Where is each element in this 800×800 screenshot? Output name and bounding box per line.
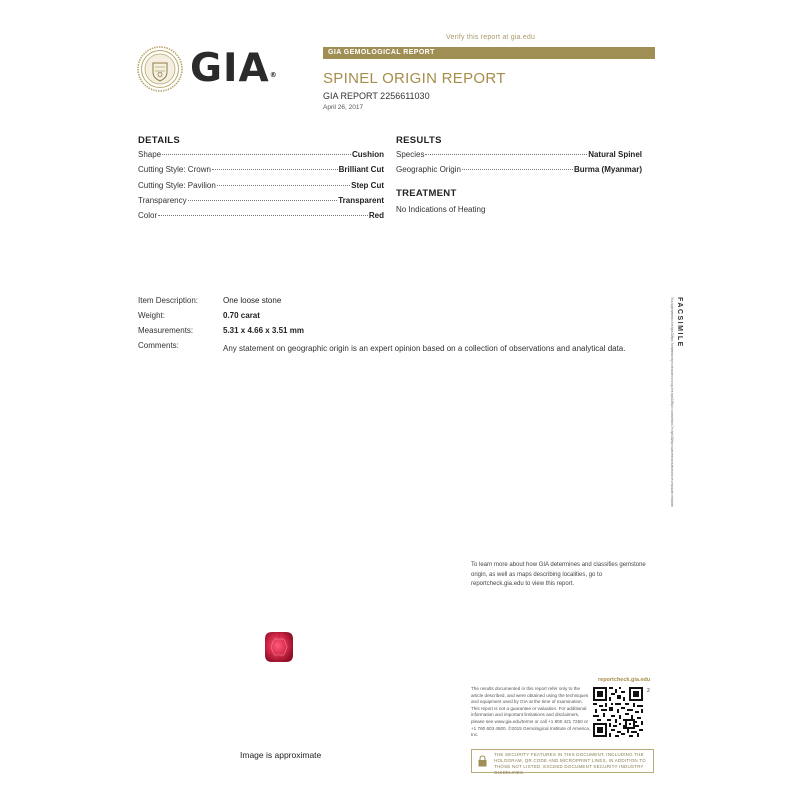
verify-link[interactable]: Verify this report at gia.edu [446,34,536,41]
image-caption: Image is approximate [240,750,322,760]
security-text: THE SECURITY FEATURES IN THIS DOCUMENT, INCLUDING THE HOLOGRAM, QR CODE AND MICROPRINT LINES, IN ADDITION TO THOSE NOT LISTED, EXCEED DOCUMENT SECURITY INDUSTRY GUIDELINES. [494,752,646,775]
gia-wordmark: GIA® [190,46,277,91]
treatment-heading: TREATMENT [396,188,457,199]
weight-label: Weight: [138,311,165,320]
details-row-crown: Cutting Style: Crown Brilliant Cut [138,165,384,175]
results-row-origin: Geographic Origin Burma (Myanmar) [396,165,642,175]
security-box [471,749,654,773]
results-heading: RESULTS [396,135,442,146]
learn-more-text: To learn more about how GIA determines and classifies gemstone origin, as well as maps describing localities, go to reportcheck.gia.edu to view this report. [471,562,646,587]
gia-logo [137,46,287,92]
details-row-shape: Shape Cushion [138,150,384,159]
gia-seal-icon [137,46,183,92]
reportcheck-link[interactable]: reportcheck.gia.edu [598,677,651,683]
svg-text:FACSIMILE: FACSIMILE [676,297,683,348]
details-row-transparency: Transparency Transparent [138,195,384,205]
item-description-value: One loose stone [223,296,282,305]
weight-value: 0.70 carat [223,311,260,320]
report-title: SPINEL ORIGIN REPORT [323,70,506,87]
facsimile-vertical-text [658,295,684,510]
details-row-pavilion: Cutting Style: Pavilion Step Cut [138,180,384,190]
report-date: April 26, 2017 [323,104,364,111]
details-row-color: Color Red [138,211,384,221]
report-banner: GIA GEMOLOGICAL REPORT [323,47,655,59]
gemstone-image [264,631,294,663]
measurements-label: Measurements: [138,326,194,335]
facsimile-note [658,295,684,510]
measurements-value: 5.31 x 4.66 x 3.51 mm [223,326,304,335]
details-section [138,150,384,226]
qr-number: 2 [647,688,650,694]
fine-print: The results documented in this report refer only to the article described, and were obtained using the techniques and equipment used by GIA at the time of examination. This report is not a guarantee or valuation. For additional information and important limitations and disclaimers, please see www.gia.edu/terms or call +1 800 421 7250 or +1 760 603 4500. ©2015 Gemological Institute of America, Inc. [471,686,591,738]
report-number: GIA REPORT 2256611030 [323,91,430,101]
lock-icon [478,755,487,767]
details-heading: DETAILS [138,135,181,146]
treatment-value: No Indications of Heating [396,205,486,214]
qr-code-icon[interactable] [593,687,643,737]
results-section [396,150,642,181]
comments-value: Any statement on geographic origin is an expert opinion based on a collection of observations and analytical data. [223,344,626,353]
item-description-label: Item Description: [138,296,199,305]
comments-label: Comments: [138,341,179,350]
results-row-species: Species Natural Spinel [396,150,642,159]
facsimile-text: This is a digital representation of the original GIA Report. This representation might not be accurate or a true copy of the original GIA Report. It contains limitations. The original GIA Report includes certain security features which are not reproducible on this facsimile. [670,297,674,510]
